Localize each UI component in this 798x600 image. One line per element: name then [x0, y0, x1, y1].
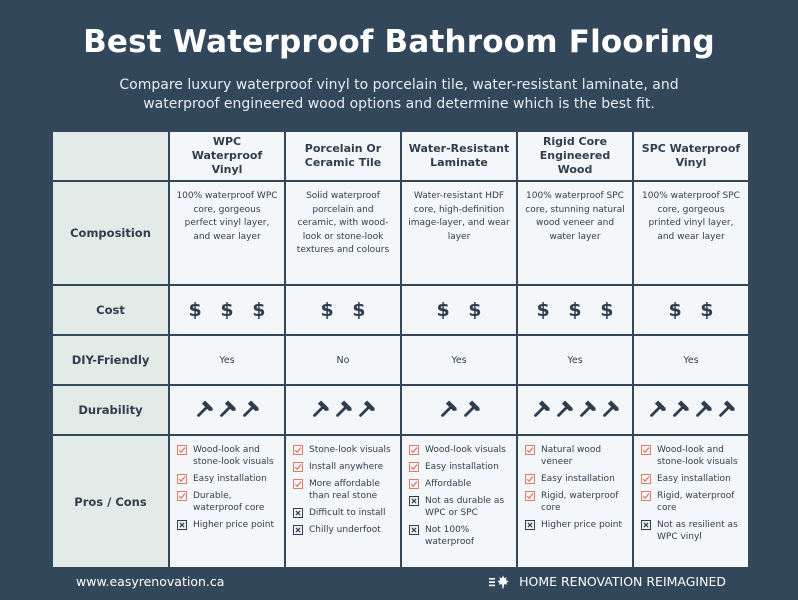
hammer-icon: [577, 400, 597, 420]
pro-item: [293, 444, 394, 456]
x-box-icon: [641, 520, 651, 530]
pros-cons-text: Wood-look and stone-look visuals: [657, 445, 738, 467]
pro-item: [525, 473, 626, 485]
pros-cons-text: Easy installation: [425, 462, 499, 472]
composition-cell: Solid waterproof porcelain and ceramic, with wood-look or stone-look textures and colours: [286, 182, 400, 284]
check-box-icon: [409, 445, 419, 455]
pro-item: [525, 444, 626, 468]
x-box-icon: [177, 520, 187, 530]
pros-cons-cell: [518, 436, 632, 567]
hammer-icon: [194, 400, 214, 420]
con-item: [641, 519, 742, 543]
diy-cell: Yes: [402, 336, 516, 384]
hammer-icon: [554, 400, 574, 420]
check-box-icon: [409, 479, 419, 489]
pros-cons-text: Chilly underfoot: [309, 525, 381, 535]
diy-cell: Yes: [634, 336, 748, 384]
durability-cell: [518, 386, 632, 434]
x-box-icon: [409, 525, 419, 535]
pros-cons-text: Not as durable as WPC or SPC: [425, 496, 505, 518]
con-item: [293, 524, 394, 536]
pros-cons-text: Easy installation: [657, 474, 731, 484]
pros-cons-cell: [170, 436, 284, 567]
pros-cons-list: [525, 444, 626, 536]
page-subtitle: Compare luxury waterproof vinyl to porcelain tile, water-resistant laminate, and waterproof engineered wood options and determine which is the best fit.: [119, 77, 679, 112]
check-box-icon: [525, 491, 535, 501]
check-box-icon: [293, 445, 303, 455]
hammer-icon: [647, 400, 667, 420]
footer-tagline: HOME RENOVATION REIMAGINED: [519, 574, 726, 589]
pros-cons-text: Natural wood veneer: [541, 445, 602, 467]
pros-cons-text: Higher price point: [193, 520, 274, 530]
check-box-icon: [641, 491, 651, 501]
hammer-icon: [438, 400, 458, 420]
pros-cons-text: Easy installation: [541, 474, 615, 484]
durability-cell: [170, 386, 284, 434]
con-item: [525, 519, 626, 531]
con-item: [409, 495, 510, 519]
hammer-icon: [240, 400, 260, 420]
check-box-icon: [525, 474, 535, 484]
hammer-icon: [600, 400, 620, 420]
diy-cell: Yes: [518, 336, 632, 384]
pro-item: [293, 478, 394, 502]
pros-cons-cell: [634, 436, 748, 567]
con-item: [409, 524, 510, 548]
hammer-icon: [531, 400, 551, 420]
footer-brand: [489, 574, 726, 589]
pros-cons-cell: [402, 436, 516, 567]
check-box-icon: [177, 474, 187, 484]
column-header-wpc-vinyl: WPC Waterproof Vinyl: [170, 132, 284, 180]
pro-item: [409, 461, 510, 473]
hammer-icon: [716, 400, 736, 420]
hammer-icon: [693, 400, 713, 420]
pros-cons-list: [409, 444, 510, 553]
hammer-icon: [333, 400, 353, 420]
check-box-icon: [641, 474, 651, 484]
comparison-table: [53, 132, 748, 567]
composition-cell: 100% waterproof WPC core, gorgeous perfect vinyl layer, and wear layer: [170, 182, 284, 284]
x-box-icon: [293, 508, 303, 518]
x-box-icon: [409, 496, 419, 506]
pros-cons-text: Wood-look visuals: [425, 445, 506, 455]
pro-item: [293, 461, 394, 473]
column-header-laminate: Water-Resistant Laminate: [402, 132, 516, 180]
pros-cons-cell: [286, 436, 400, 567]
column-header-spc-vinyl: SPC Waterproof Vinyl: [634, 132, 748, 180]
table-corner: [53, 132, 168, 180]
pros-cons-text: Stone-look visuals: [309, 445, 391, 455]
cost-cell: $ $ $: [518, 286, 632, 334]
pro-item: [177, 473, 278, 485]
pros-cons-text: Wood-look and stone-look visuals: [193, 445, 274, 467]
hammer-icon: [461, 400, 481, 420]
pros-cons-text: Higher price point: [541, 520, 622, 530]
pros-cons-list: [177, 444, 278, 536]
cost-cell: $ $: [402, 286, 516, 334]
durability-cell: [286, 386, 400, 434]
pro-item: [409, 444, 510, 456]
row-header-composition: Composition: [53, 182, 168, 284]
check-box-icon: [293, 479, 303, 489]
pro-item: [409, 478, 510, 490]
pros-cons-text: Affordable: [425, 479, 472, 489]
pros-cons-text: Install anywhere: [309, 462, 384, 472]
pros-cons-text: Rigid, waterproof core: [657, 491, 735, 513]
pros-cons-text: Easy installation: [193, 474, 267, 484]
check-box-icon: [641, 445, 651, 455]
diy-cell: Yes: [170, 336, 284, 384]
durability-cell: [402, 386, 516, 434]
page-title: Best Waterproof Bathroom Flooring: [83, 24, 715, 60]
pros-cons-text: Durable, waterproof core: [193, 491, 265, 513]
check-box-icon: [409, 462, 419, 472]
check-box-icon: [177, 491, 187, 501]
hammer-icon: [670, 400, 690, 420]
con-item: [177, 519, 278, 531]
pro-item: [641, 444, 742, 468]
cost-cell: $ $: [286, 286, 400, 334]
row-header-diy-friendly: DIY-Friendly: [53, 336, 168, 384]
pros-cons-text: Not 100% waterproof: [425, 525, 475, 547]
check-box-icon: [177, 445, 187, 455]
pro-item: [177, 490, 278, 514]
check-box-icon: [525, 445, 535, 455]
composition-cell: Water-resistant HDF core, high-definition image-layer, and wear layer: [402, 182, 516, 284]
x-box-icon: [525, 520, 535, 530]
pros-cons-text: Not as resilient as WPC vinyl: [657, 520, 738, 542]
row-header-durability: Durability: [53, 386, 168, 434]
x-box-icon: [293, 525, 303, 535]
hammer-icon: [356, 400, 376, 420]
pros-cons-list: [293, 444, 394, 541]
pros-cons-text: Rigid, waterproof core: [541, 491, 619, 513]
pros-cons-list: [641, 444, 742, 548]
hammer-icon: [310, 400, 330, 420]
pro-item: [177, 444, 278, 468]
column-header-engineered-wood: Rigid Core Engineered Wood: [518, 132, 632, 180]
pro-item: [641, 473, 742, 485]
composition-cell: 100% waterproof SPC core, gorgeous printed vinyl layer, and wear layer: [634, 182, 748, 284]
con-item: [293, 507, 394, 519]
website-link[interactable]: www.easyrenovation.ca: [76, 574, 225, 589]
diy-cell: No: [286, 336, 400, 384]
pros-cons-text: Difficult to install: [309, 508, 386, 518]
hammer-icon: [217, 400, 237, 420]
maple-leaf-logo-icon: [489, 575, 511, 589]
cost-cell: $ $: [634, 286, 748, 334]
row-header-cost: Cost: [53, 286, 168, 334]
durability-cell: [634, 386, 748, 434]
pros-cons-text: More affordable than real stone: [309, 479, 380, 501]
row-header-pros-cons: Pros / Cons: [53, 436, 168, 567]
composition-cell: 100% waterproof SPC core, stunning natural wood veneer and water layer: [518, 182, 632, 284]
pro-item: [525, 490, 626, 514]
column-header-porcelain-tile: Porcelain Or Ceramic Tile: [286, 132, 400, 180]
check-box-icon: [293, 462, 303, 472]
pro-item: [641, 490, 742, 514]
cost-cell: $ $ $: [170, 286, 284, 334]
